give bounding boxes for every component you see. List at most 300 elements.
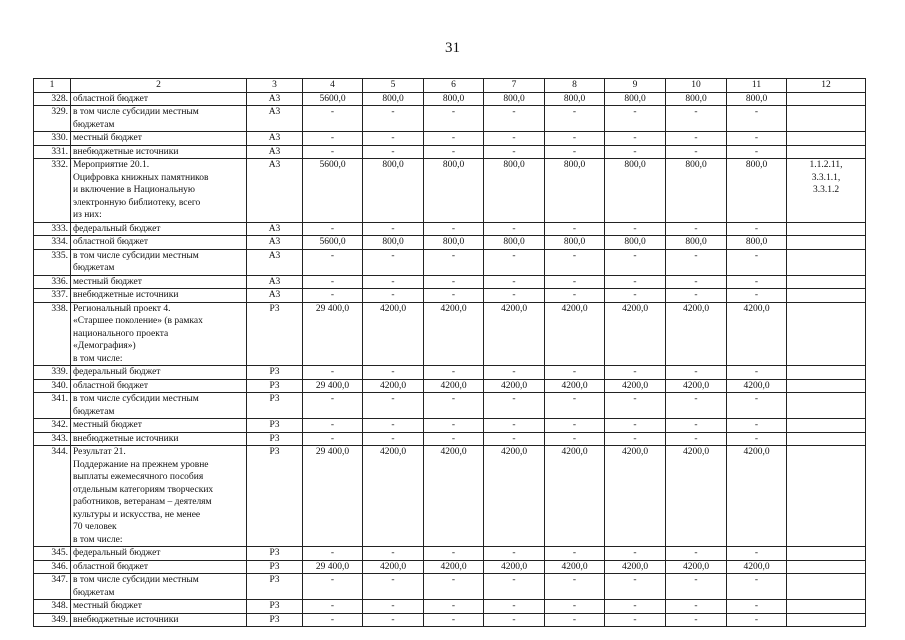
row-value-cell: -: [605, 366, 666, 380]
row-value-cell: -: [605, 106, 666, 132]
row-value-cell: -: [605, 393, 666, 419]
row-value-cell: -: [363, 132, 424, 146]
row-code-cell: А3: [247, 145, 303, 159]
row-reference-cell: [787, 92, 866, 106]
row-value-cell: -: [545, 106, 605, 132]
row-value-cell: 800,0: [605, 236, 666, 250]
row-code-cell: Р3: [247, 393, 303, 419]
row-value-cell: 4200,0: [727, 302, 787, 366]
row-name-cell: областной бюджет: [71, 92, 247, 106]
row-value-cell: -: [363, 145, 424, 159]
row-value-cell: -: [545, 249, 605, 275]
row-value-cell: -: [363, 106, 424, 132]
row-code-cell: А3: [247, 159, 303, 223]
row-value-cell: -: [363, 249, 424, 275]
row-reference-cell: [787, 236, 866, 250]
row-number-cell: 341.: [34, 393, 71, 419]
row-code-cell: Р3: [247, 560, 303, 574]
row-value-cell: -: [424, 432, 484, 446]
table-row: [34, 600, 866, 614]
table-row: [34, 366, 866, 380]
row-value-cell: -: [303, 222, 363, 236]
row-reference-cell: [787, 145, 866, 159]
row-name-cell: местный бюджет: [71, 600, 247, 614]
row-value-cell: 4200,0: [545, 379, 605, 393]
row-value-cell: 29 400,0: [303, 560, 363, 574]
row-value-cell: -: [424, 132, 484, 146]
header-row: [34, 79, 866, 93]
row-value-cell: 800,0: [545, 236, 605, 250]
row-value-cell: -: [545, 574, 605, 600]
row-value-cell: -: [666, 106, 727, 132]
row-value-cell: 29 400,0: [303, 379, 363, 393]
row-value-cell: 4200,0: [484, 379, 545, 393]
row-name-cell: областной бюджет: [71, 236, 247, 250]
row-value-cell: -: [424, 222, 484, 236]
row-value-cell: -: [424, 600, 484, 614]
row-value-cell: -: [666, 366, 727, 380]
row-name-cell: местный бюджет: [71, 419, 247, 433]
table-row: [34, 613, 866, 627]
row-name-cell: внебюджетные источники: [71, 613, 247, 627]
row-name-cell: федеральный бюджет: [71, 366, 247, 380]
row-value-cell: 4200,0: [605, 446, 666, 547]
row-code-cell: Р3: [247, 613, 303, 627]
row-value-cell: -: [605, 419, 666, 433]
row-value-cell: -: [727, 289, 787, 303]
row-value-cell: -: [363, 432, 424, 446]
row-value-cell: -: [484, 366, 545, 380]
row-value-cell: -: [727, 432, 787, 446]
row-value-cell: -: [484, 222, 545, 236]
row-value-cell: 4200,0: [545, 446, 605, 547]
row-number-cell: 336.: [34, 275, 71, 289]
header-cell: 8: [545, 79, 605, 93]
row-value-cell: -: [484, 275, 545, 289]
row-value-cell: 800,0: [363, 92, 424, 106]
row-reference-cell: [787, 432, 866, 446]
row-value-cell: 4200,0: [424, 560, 484, 574]
row-value-cell: 4200,0: [666, 560, 727, 574]
row-value-cell: 800,0: [545, 159, 605, 223]
row-value-cell: -: [727, 145, 787, 159]
row-name-cell: федеральный бюджет: [71, 222, 247, 236]
table-body: [34, 79, 866, 627]
row-value-cell: 4200,0: [363, 302, 424, 366]
row-value-cell: -: [363, 600, 424, 614]
row-reference-cell: [787, 132, 866, 146]
row-value-cell: -: [727, 132, 787, 146]
row-value-cell: -: [666, 393, 727, 419]
row-code-cell: А3: [247, 289, 303, 303]
row-value-cell: -: [727, 106, 787, 132]
row-value-cell: -: [545, 366, 605, 380]
table-row: [34, 275, 866, 289]
row-value-cell: -: [424, 289, 484, 303]
row-value-cell: -: [303, 574, 363, 600]
row-value-cell: 800,0: [424, 159, 484, 223]
row-value-cell: -: [545, 222, 605, 236]
row-number-cell: 349.: [34, 613, 71, 627]
row-value-cell: -: [545, 275, 605, 289]
row-value-cell: -: [424, 366, 484, 380]
row-value-cell: -: [484, 289, 545, 303]
row-code-cell: Р3: [247, 419, 303, 433]
row-number-cell: 335.: [34, 249, 71, 275]
row-value-cell: -: [424, 613, 484, 627]
row-value-cell: -: [545, 419, 605, 433]
row-value-cell: 4200,0: [666, 446, 727, 547]
row-name-cell: в том числе субсидии местным бюджетам: [71, 249, 247, 275]
row-name-cell: внебюджетные источники: [71, 289, 247, 303]
row-value-cell: -: [484, 547, 545, 561]
row-value-cell: -: [727, 419, 787, 433]
row-number-cell: 347.: [34, 574, 71, 600]
row-value-cell: 4200,0: [484, 446, 545, 547]
table-row: [34, 92, 866, 106]
row-value-cell: 800,0: [484, 159, 545, 223]
row-value-cell: -: [484, 432, 545, 446]
row-value-cell: -: [424, 547, 484, 561]
row-value-cell: 800,0: [727, 159, 787, 223]
table-row: [34, 419, 866, 433]
row-reference-cell: [787, 249, 866, 275]
row-reference-cell: [787, 446, 866, 547]
row-value-cell: -: [727, 249, 787, 275]
row-value-cell: 5600,0: [303, 92, 363, 106]
row-value-cell: 800,0: [666, 159, 727, 223]
row-value-cell: 29 400,0: [303, 446, 363, 547]
row-number-cell: 334.: [34, 236, 71, 250]
row-value-cell: -: [363, 275, 424, 289]
table-row: [34, 302, 866, 366]
row-reference-cell: [787, 302, 866, 366]
row-value-cell: -: [424, 419, 484, 433]
row-code-cell: Р3: [247, 366, 303, 380]
row-value-cell: -: [363, 366, 424, 380]
row-value-cell: -: [666, 249, 727, 275]
row-value-cell: -: [666, 613, 727, 627]
row-name-cell: внебюджетные источники: [71, 432, 247, 446]
row-value-cell: -: [666, 222, 727, 236]
table-row: [34, 446, 866, 547]
row-value-cell: 4200,0: [666, 379, 727, 393]
row-name-cell: в том числе субсидии местным бюджетам: [71, 106, 247, 132]
row-reference-cell: [787, 560, 866, 574]
row-name-cell: местный бюджет: [71, 275, 247, 289]
row-value-cell: -: [363, 289, 424, 303]
row-number-cell: 340.: [34, 379, 71, 393]
row-value-cell: -: [545, 600, 605, 614]
row-value-cell: -: [303, 366, 363, 380]
table-row: [34, 560, 866, 574]
row-value-cell: -: [545, 289, 605, 303]
row-value-cell: -: [727, 600, 787, 614]
row-value-cell: -: [484, 574, 545, 600]
row-value-cell: -: [605, 249, 666, 275]
row-value-cell: -: [605, 145, 666, 159]
row-code-cell: А3: [247, 132, 303, 146]
row-value-cell: -: [605, 547, 666, 561]
row-value-cell: -: [666, 289, 727, 303]
row-value-cell: 4200,0: [424, 379, 484, 393]
row-value-cell: 4200,0: [605, 302, 666, 366]
header-cell: 6: [424, 79, 484, 93]
row-value-cell: -: [424, 574, 484, 600]
row-code-cell: Р3: [247, 302, 303, 366]
row-value-cell: -: [727, 547, 787, 561]
row-value-cell: -: [484, 106, 545, 132]
row-value-cell: 4200,0: [545, 302, 605, 366]
row-value-cell: -: [727, 574, 787, 600]
row-value-cell: -: [484, 249, 545, 275]
budget-table: [33, 78, 866, 627]
row-value-cell: -: [484, 613, 545, 627]
header-cell: 10: [666, 79, 727, 93]
row-number-cell: 345.: [34, 547, 71, 561]
row-value-cell: -: [484, 132, 545, 146]
row-reference-cell: [787, 379, 866, 393]
row-name-cell: областной бюджет: [71, 560, 247, 574]
table-row: [34, 159, 866, 223]
row-value-cell: -: [727, 366, 787, 380]
row-number-cell: 346.: [34, 560, 71, 574]
row-value-cell: 4200,0: [605, 379, 666, 393]
row-value-cell: -: [303, 432, 363, 446]
row-value-cell: -: [424, 275, 484, 289]
row-number-cell: 342.: [34, 419, 71, 433]
row-value-cell: -: [484, 145, 545, 159]
row-value-cell: -: [363, 393, 424, 419]
row-value-cell: -: [303, 106, 363, 132]
row-value-cell: -: [303, 547, 363, 561]
row-value-cell: -: [605, 275, 666, 289]
row-value-cell: -: [666, 600, 727, 614]
header-cell: 4: [303, 79, 363, 93]
row-value-cell: 800,0: [484, 236, 545, 250]
row-value-cell: -: [605, 600, 666, 614]
row-value-cell: -: [363, 419, 424, 433]
row-value-cell: 4200,0: [363, 379, 424, 393]
row-code-cell: Р3: [247, 547, 303, 561]
table-row: [34, 236, 866, 250]
row-value-cell: -: [666, 574, 727, 600]
row-value-cell: -: [424, 393, 484, 419]
row-value-cell: -: [303, 132, 363, 146]
row-value-cell: -: [424, 145, 484, 159]
row-value-cell: -: [605, 432, 666, 446]
row-reference-cell: [787, 419, 866, 433]
row-reference-cell: 1.1.2.11, 3.3.1.1, 3.3.1.2: [787, 159, 866, 223]
table-row: [34, 432, 866, 446]
table-row: [34, 249, 866, 275]
row-code-cell: Р3: [247, 446, 303, 547]
row-value-cell: 800,0: [666, 92, 727, 106]
row-name-cell: в том числе субсидии местным бюджетам: [71, 574, 247, 600]
row-value-cell: 4200,0: [727, 560, 787, 574]
row-value-cell: 4200,0: [424, 302, 484, 366]
row-value-cell: 800,0: [666, 236, 727, 250]
row-value-cell: -: [666, 547, 727, 561]
row-value-cell: -: [303, 419, 363, 433]
row-value-cell: -: [363, 574, 424, 600]
row-value-cell: -: [605, 222, 666, 236]
row-number-cell: 339.: [34, 366, 71, 380]
row-value-cell: -: [605, 574, 666, 600]
row-number-cell: 328.: [34, 92, 71, 106]
row-value-cell: 4200,0: [727, 446, 787, 547]
table-row: [34, 379, 866, 393]
header-cell: 9: [605, 79, 666, 93]
row-value-cell: -: [363, 222, 424, 236]
row-value-cell: 4200,0: [545, 560, 605, 574]
row-code-cell: А3: [247, 106, 303, 132]
row-value-cell: -: [303, 393, 363, 419]
row-number-cell: 338.: [34, 302, 71, 366]
row-number-cell: 337.: [34, 289, 71, 303]
row-value-cell: -: [363, 613, 424, 627]
header-cell: 7: [484, 79, 545, 93]
table-row: [34, 106, 866, 132]
row-value-cell: -: [545, 432, 605, 446]
row-code-cell: А3: [247, 236, 303, 250]
row-value-cell: 800,0: [363, 236, 424, 250]
row-value-cell: -: [605, 289, 666, 303]
row-value-cell: 29 400,0: [303, 302, 363, 366]
row-reference-cell: [787, 393, 866, 419]
row-value-cell: -: [303, 249, 363, 275]
row-value-cell: 4200,0: [484, 560, 545, 574]
row-value-cell: 800,0: [727, 92, 787, 106]
row-value-cell: 4200,0: [727, 379, 787, 393]
table-row: [34, 145, 866, 159]
row-reference-cell: [787, 222, 866, 236]
row-number-cell: 330.: [34, 132, 71, 146]
row-value-cell: 800,0: [605, 92, 666, 106]
row-value-cell: -: [424, 106, 484, 132]
row-code-cell: А3: [247, 222, 303, 236]
row-value-cell: -: [727, 613, 787, 627]
row-reference-cell: [787, 366, 866, 380]
header-cell: 5: [363, 79, 424, 93]
row-value-cell: -: [545, 145, 605, 159]
row-value-cell: -: [303, 145, 363, 159]
header-cell: 3: [247, 79, 303, 93]
row-reference-cell: [787, 600, 866, 614]
row-code-cell: Р3: [247, 432, 303, 446]
table-row: [34, 289, 866, 303]
row-name-cell: Результат 21. Поддержание на прежнем уровне выплаты ежемесячного пособия отдельным категориям творческих работников, ветеранам – деятелям культуры и искусства, не менее 70 человек в том числе:: [71, 446, 247, 547]
row-code-cell: А3: [247, 249, 303, 275]
row-value-cell: -: [484, 419, 545, 433]
row-value-cell: -: [545, 393, 605, 419]
row-value-cell: 4200,0: [363, 446, 424, 547]
row-reference-cell: [787, 275, 866, 289]
row-value-cell: -: [727, 222, 787, 236]
row-value-cell: 4200,0: [363, 560, 424, 574]
row-value-cell: 800,0: [545, 92, 605, 106]
row-number-cell: 333.: [34, 222, 71, 236]
row-value-cell: -: [666, 132, 727, 146]
row-code-cell: А3: [247, 92, 303, 106]
row-value-cell: -: [303, 289, 363, 303]
row-number-cell: 331.: [34, 145, 71, 159]
row-code-cell: Р3: [247, 600, 303, 614]
row-value-cell: -: [545, 613, 605, 627]
row-reference-cell: [787, 613, 866, 627]
row-value-cell: 4200,0: [424, 446, 484, 547]
row-value-cell: -: [727, 393, 787, 419]
row-value-cell: 4200,0: [484, 302, 545, 366]
row-value-cell: -: [666, 432, 727, 446]
row-name-cell: внебюджетные источники: [71, 145, 247, 159]
table-row: [34, 574, 866, 600]
row-code-cell: А3: [247, 275, 303, 289]
row-value-cell: 800,0: [424, 92, 484, 106]
row-value-cell: -: [545, 132, 605, 146]
row-name-cell: федеральный бюджет: [71, 547, 247, 561]
row-value-cell: 800,0: [363, 159, 424, 223]
row-name-cell: в том числе субсидии местным бюджетам: [71, 393, 247, 419]
row-reference-cell: [787, 547, 866, 561]
row-value-cell: -: [605, 132, 666, 146]
row-value-cell: -: [727, 275, 787, 289]
row-value-cell: 800,0: [484, 92, 545, 106]
row-value-cell: -: [666, 275, 727, 289]
row-name-cell: Мероприятие 20.1. Оцифровка книжных памятников и включение в Национальную электронную библиотеку, всего из них:: [71, 159, 247, 223]
row-number-cell: 348.: [34, 600, 71, 614]
header-cell: 12: [787, 79, 866, 93]
row-code-cell: Р3: [247, 379, 303, 393]
row-value-cell: -: [363, 547, 424, 561]
page-number: 31: [445, 40, 460, 56]
row-reference-cell: [787, 106, 866, 132]
row-value-cell: -: [424, 249, 484, 275]
row-value-cell: -: [484, 600, 545, 614]
row-value-cell: 5600,0: [303, 159, 363, 223]
table-row: [34, 132, 866, 146]
header-cell: 11: [727, 79, 787, 93]
row-value-cell: 800,0: [605, 159, 666, 223]
row-value-cell: -: [605, 613, 666, 627]
row-value-cell: -: [484, 393, 545, 419]
row-name-cell: местный бюджет: [71, 132, 247, 146]
row-value-cell: 5600,0: [303, 236, 363, 250]
row-value-cell: -: [545, 547, 605, 561]
row-value-cell: -: [303, 600, 363, 614]
table-row: [34, 547, 866, 561]
row-value-cell: -: [666, 145, 727, 159]
row-number-cell: 344.: [34, 446, 71, 547]
row-value-cell: 800,0: [727, 236, 787, 250]
row-value-cell: -: [303, 613, 363, 627]
row-reference-cell: [787, 574, 866, 600]
row-reference-cell: [787, 289, 866, 303]
header-cell: 1: [34, 79, 71, 93]
row-name-cell: областной бюджет: [71, 379, 247, 393]
row-code-cell: Р3: [247, 574, 303, 600]
row-name-cell: Региональный проект 4. «Старшее поколение» (в рамках национального проекта «Демография») в том числе:: [71, 302, 247, 366]
row-value-cell: -: [303, 275, 363, 289]
row-number-cell: 343.: [34, 432, 71, 446]
table-row: [34, 393, 866, 419]
row-value-cell: 4200,0: [605, 560, 666, 574]
row-value-cell: -: [666, 419, 727, 433]
row-value-cell: 4200,0: [666, 302, 727, 366]
row-number-cell: 332.: [34, 159, 71, 223]
table-row: [34, 222, 866, 236]
row-number-cell: 329.: [34, 106, 71, 132]
